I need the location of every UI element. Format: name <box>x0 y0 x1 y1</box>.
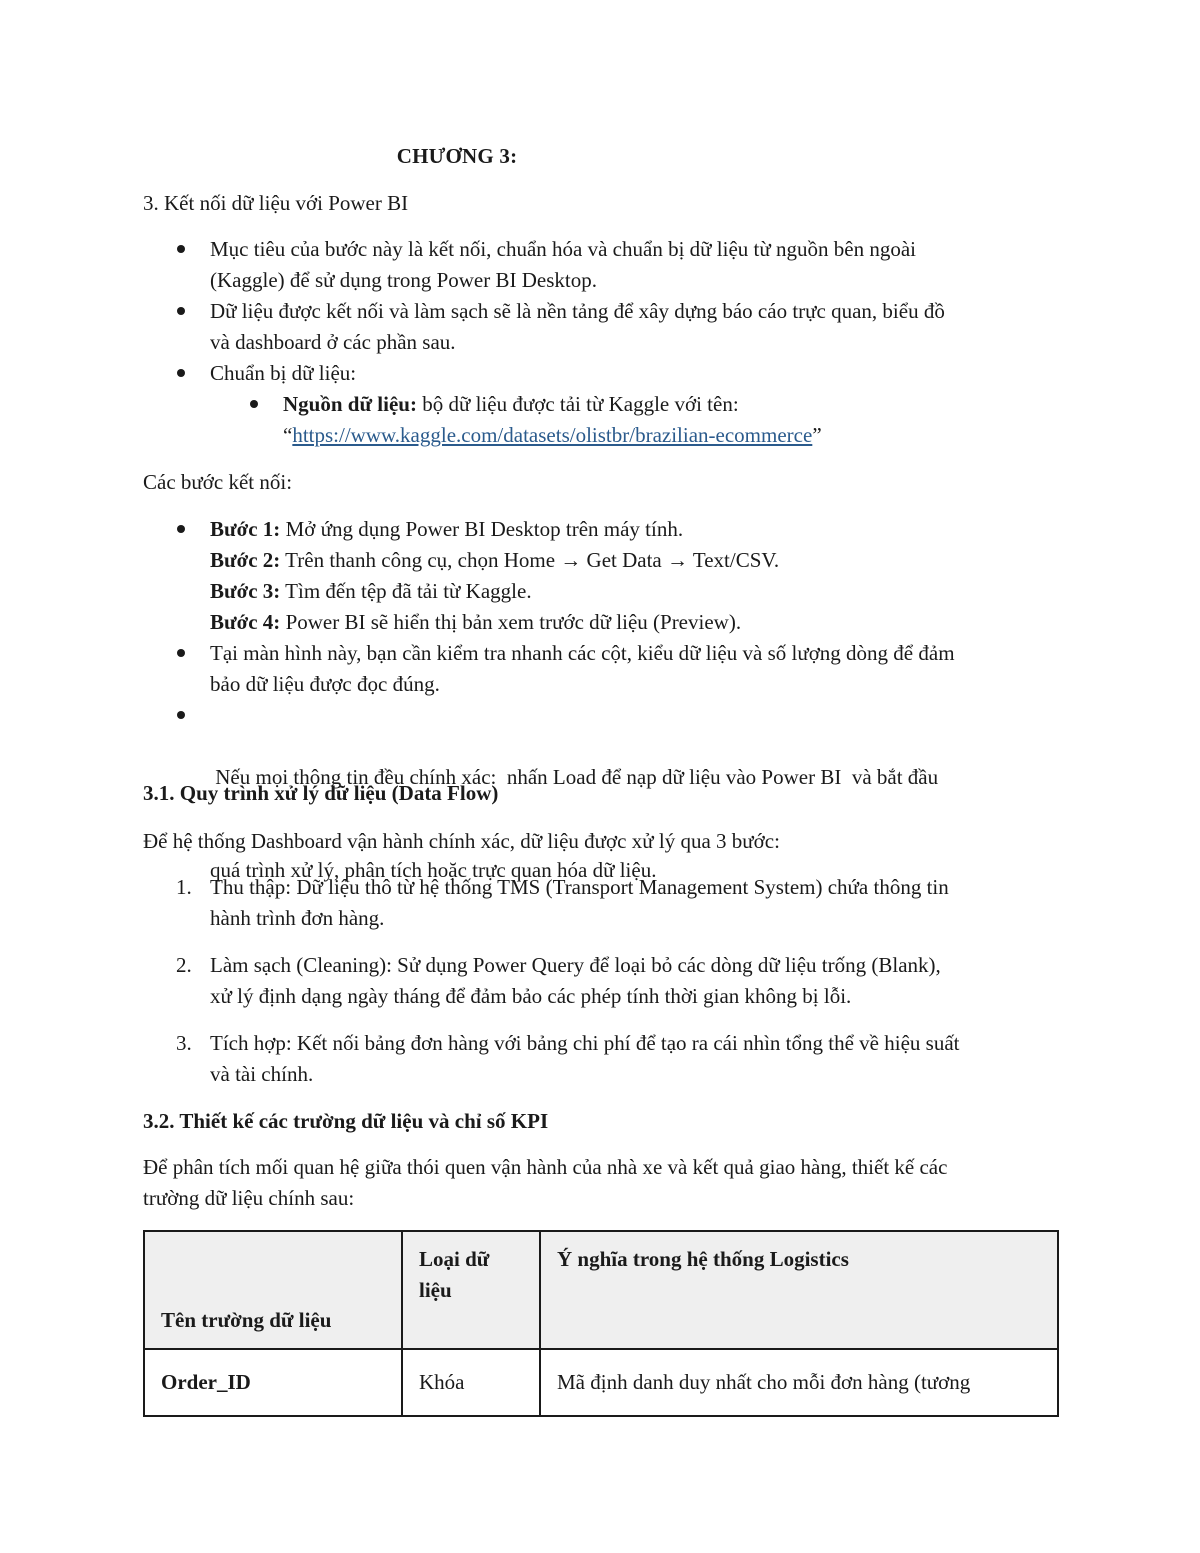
step-text: Mở ứng dụng Power BI Desktop trên máy tính. <box>280 517 684 541</box>
steps-heading: Các bước kết nối: <box>143 470 293 494</box>
list-item-line: quá trình xử lý, phân tích hoặc trực quan hóa dữ liệu. <box>210 858 657 882</box>
step-item <box>210 576 1070 607</box>
bullet-dot <box>177 245 185 253</box>
numbered-item <box>210 1028 1070 1090</box>
table-cell: Khóa <box>402 1349 540 1416</box>
list-number: 3. <box>176 1031 192 1055</box>
numbered-item <box>210 872 1070 934</box>
list-item-line: Tại màn hình này, bạn cần kiểm tra nhanh các cột, kiểu dữ liệu và số lượng dòng để đảm <box>210 641 955 665</box>
list-item-line: xử lý định dạng ngày tháng để đảm bảo các phép tính thời gian không bị lỗi. <box>210 984 852 1008</box>
list-number: 1. <box>176 875 192 899</box>
step-label: Bước 2: <box>210 548 281 572</box>
list-item-line: Dữ liệu được kết nối và làm sạch sẽ là nền tảng để xây dựng báo cáo trực quan, biểu đồ <box>210 299 945 323</box>
list-item-line: Chuẩn bị dữ liệu: <box>210 361 357 385</box>
list-item-line: bảo dữ liệu được đọc đúng. <box>210 672 440 696</box>
step-item <box>210 607 1070 638</box>
step-item <box>210 545 1070 576</box>
list-item <box>210 234 1070 296</box>
bullet-dot <box>177 525 185 533</box>
list-item <box>210 638 1070 700</box>
list-item <box>210 358 1070 389</box>
close-quote: ” <box>812 423 822 447</box>
table-header-row <box>144 1231 1058 1349</box>
bullet-dot <box>250 400 258 408</box>
section-3-2-heading: 3.2. Thiết kế các trường dữ liệu và chỉ số KPI <box>143 1109 549 1133</box>
data-source-label: Nguồn dữ liệu: <box>283 392 417 416</box>
data-source-text: bộ dữ liệu được tải từ Kaggle với tên: <box>416 392 739 416</box>
step-text: Trên thanh công cụ, chọn Home → Get Data → Text/CSV. <box>280 548 780 572</box>
section-3-2-intro-line: Để phân tích mối quan hệ giữa thói quen vận hành của nhà xe và kết quả giao hàng, thiết kế các <box>143 1155 948 1179</box>
table-header-cell: Loại dữ liệu <box>402 1231 540 1349</box>
steps-list <box>210 514 1070 638</box>
data-source-url-line <box>283 420 1143 451</box>
step-label: Bước 3: <box>210 579 281 603</box>
list-item-line: Làm sạch (Cleaning): Sử dụng Power Query để loại bỏ các dòng dữ liệu trống (Blank), <box>210 953 941 977</box>
table-row <box>144 1349 1058 1416</box>
list-item-line: và dashboard ở các phần sau. <box>210 330 456 354</box>
list-item-line: Nếu mọi thông tin đều chính xác: nhấn Load để nạp dữ liệu vào Power BI và bắt đầu <box>210 765 939 789</box>
list-item-line: Thu thập: Dữ liệu thô từ hệ thống TMS (Transport Management System) chứa thông tin <box>210 875 949 899</box>
bullet-dot <box>177 307 185 315</box>
list-item-line: hành trình đơn hàng. <box>210 906 385 930</box>
kaggle-dataset-link[interactable]: https://www.kaggle.com/datasets/olistbr/brazilian-ecommerce <box>292 423 813 447</box>
step-text: Tìm đến tệp đã tải từ Kaggle. <box>280 579 532 603</box>
bullet-dot <box>177 649 185 657</box>
section-3-heading: 3. Kết nối dữ liệu với Power BI <box>143 191 409 215</box>
table-cell: Order_ID <box>144 1349 402 1416</box>
data-source-line <box>283 389 1143 420</box>
list-item-line: Mục tiêu của bước này là kết nối, chuẩn hóa và chuẩn bị dữ liệu từ nguồn bên ngoài <box>210 237 916 261</box>
bullet-dot <box>177 711 185 719</box>
list-item-line: (Kaggle) để sử dụng trong Power BI Desktop. <box>210 268 597 292</box>
step-text: Power BI sẽ hiển thị bản xem trước dữ liệu (Preview). <box>280 610 742 634</box>
kpi-fields-table <box>143 1230 1059 1417</box>
step-label: Bước 4: <box>210 610 281 634</box>
list-item-line: và tài chính. <box>210 1062 314 1086</box>
section-3-1-heading: 3.1. Quy trình xử lý dữ liệu (Data Flow) <box>143 781 499 805</box>
table-cell: Mã định danh duy nhất cho mỗi đơn hàng (tương <box>540 1349 1058 1416</box>
open-quote: “ <box>283 423 293 447</box>
list-number: 2. <box>176 953 192 977</box>
list-item-line: Tích hợp: Kết nối bảng đơn hàng với bảng chi phí để tạo ra cái nhìn tổng thể về hiệu suất <box>210 1031 960 1055</box>
list-item <box>210 296 1070 358</box>
table-header-cell: Ý nghĩa trong hệ thống Logistics <box>540 1231 1058 1349</box>
step-item <box>210 514 1070 545</box>
section-3-1-intro: Để hệ thống Dashboard vận hành chính xác, dữ liệu được xử lý qua 3 bước: <box>143 829 780 853</box>
data-source-item <box>283 389 1143 451</box>
table-header-cell: Tên trường dữ liệu <box>144 1231 402 1349</box>
step-label: Bước 1: <box>210 517 281 541</box>
section-3-2-intro-line: trường dữ liệu chính sau: <box>143 1186 355 1210</box>
chapter-title: CHƯƠNG 3: <box>396 144 518 168</box>
bullet-dot <box>177 369 185 377</box>
numbered-item <box>210 950 1070 1012</box>
